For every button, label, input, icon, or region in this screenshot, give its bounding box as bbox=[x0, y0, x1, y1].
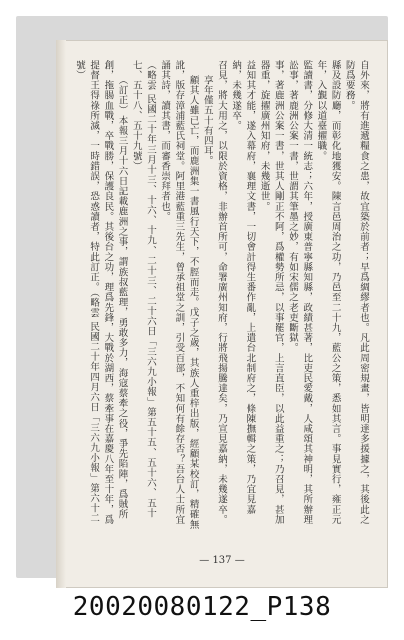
image-id-caption: 20020080122_P138 bbox=[72, 592, 332, 622]
text-column-paragraph: 事，著鹿洲公案一書，世其人剛正不阿，爲權勢所忌，以事罷官，上言直臣，以此益重之；乃召見，甚加器重，旋擢廣州知府，未幾逝世。 bbox=[258, 60, 284, 525]
text-column-paragraph: 享年僅五十有四耳。 bbox=[201, 75, 213, 167]
text-column-paragraph: 監讀書，分修大清一統志；六年，授廣東普寧縣知縣，政績甚著，比吏民愛戴，人咸頌其神明，其所辦理訟事，著鹿洲公案一書，世謂其筆墨之妙，有如宋儒之老吏斷獄。 bbox=[286, 60, 313, 525]
text-column-paragraph: （略雲 民國二十年三月十三、十六、十九、二十三、二十六日「三六九小報」第五十五、五十六、五十七、五十八、五十九號） bbox=[130, 60, 156, 519]
text-column-paragraph: （訂正）本報三月十六日記載鹿洲之事，謂族叔藍理，勇敢多力，海寇蔡牽之役，爭先陷陣，爲賊所創，拖腸血戰，卒戰勝，保護良民。其後台之功，理爲先鋒，大戰於湖西，蔡牽事在嘉慶八年至十年，爲提督王得祿所滅，一時錯誤，恐惑讀者，特此訂正。（略雲 民國二十年四月六日「三六九小報」第六十二號） bbox=[73, 60, 128, 525]
text-column-paragraph: 顧其人雖已亡，而鹿洲集一書風行天下，不脛而走。戊子之歲，其族人重梓出版，經顧某校訂，精確無訛，版存漳浦藍氏祠堂。阿里港藍重三先生，曾承祖堂之訓，引受百部，不知何有餘存否？吾台人士所宜誦其詩，讀其書，而審香崇拜者也。 bbox=[159, 60, 199, 530]
text-column-paragraph: 縣及設防廳，而彰化地獲安。陳言邑周治之功，乃邑至二十九，藍公之策，悉如其言。事見實行，雍正元年，入覲以道臺擢職。 bbox=[315, 60, 341, 525]
vertical-text-body bbox=[73, 60, 370, 530]
text-column-paragraph: 召見，將大用之，以限於資格，非辦首所可，命署廣州知府，行將飛揚騰達矣，乃宣見嘉納，未幾遂卒。 bbox=[215, 60, 227, 525]
text-column-paragraph: 益知其才能，遂入幕府，襄理文書，一切會計得生番作亂，上遣台北制府之，條陳撫輯之策，乃宜見嘉納，未幾遂卒。 bbox=[230, 60, 256, 515]
book-page bbox=[56, 40, 388, 588]
page-frame bbox=[16, 16, 388, 578]
page-number: — 137 — bbox=[199, 555, 245, 566]
text-column-paragraph: 自外來，將有進遞糧食之患，故宜築於前者；早爲綢繆者也。凡此周密規畫，皆明達多援據之，其後此之防爲要務。 bbox=[343, 60, 369, 525]
